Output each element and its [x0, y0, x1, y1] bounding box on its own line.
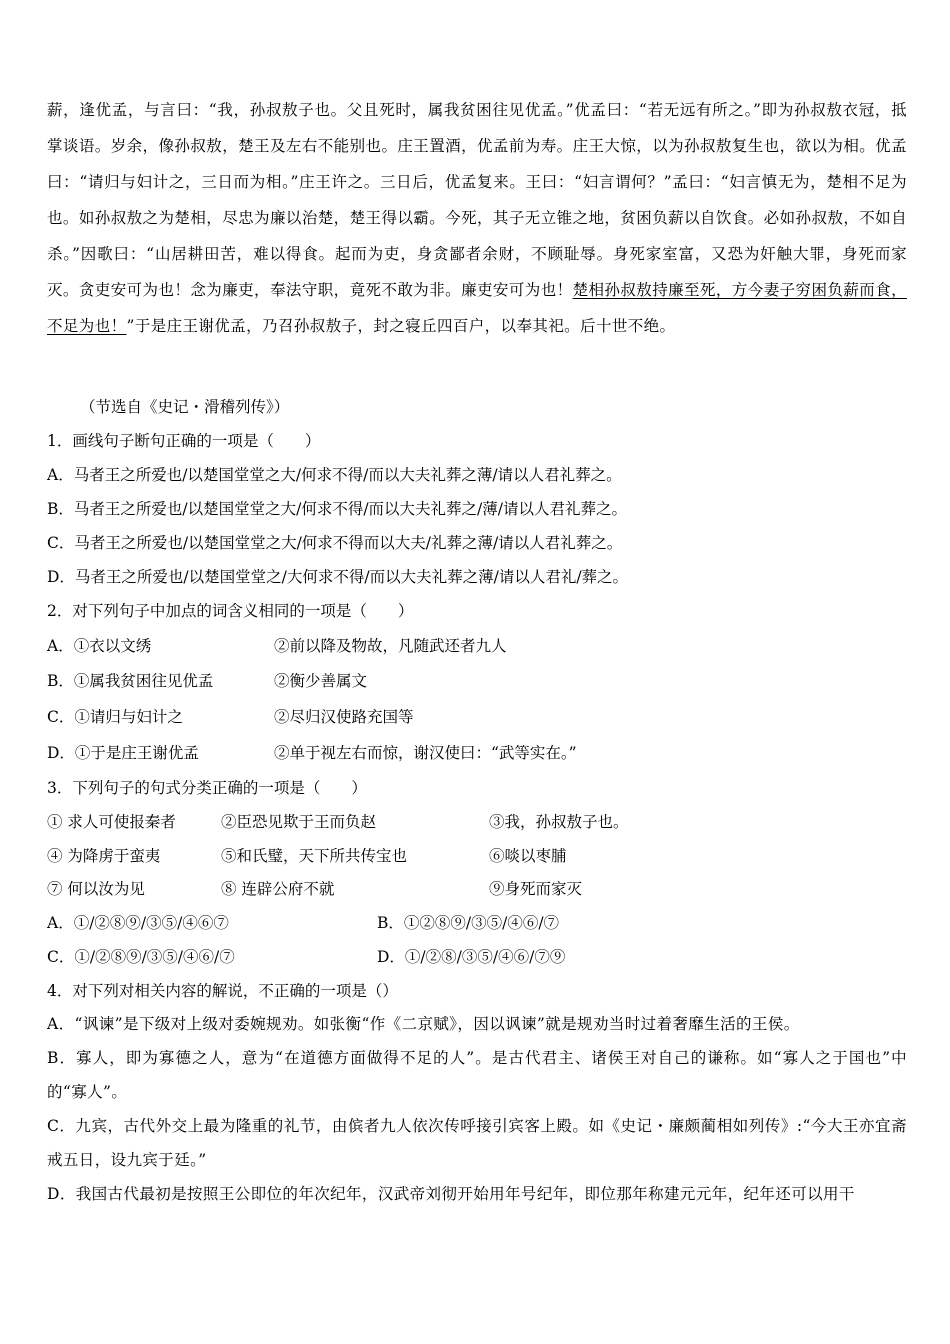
question-3-item-7: ⑦ 何以汝为见	[47, 880, 145, 898]
question-1-option-a: A．马者王之所爱也/以楚国堂堂之大/何求不得/而以大夫礼葬之薄/请以人君礼葬之。	[47, 466, 622, 484]
question-3-item-5: ⑤和氏璧，天下所共传宝也	[221, 847, 408, 865]
passage-text-end: ”于是庄王谢优孟，乃召孙叔敖子，封之寝丘四百户，以奉其祀。后十世不绝。	[126, 317, 676, 335]
question-2-option-d-left: D．①于是庄王谢优孟	[47, 744, 199, 762]
question-3-item-6: ⑥啖以枣脯	[489, 847, 567, 865]
question-2-option-c-left: C．①请归与妇计之	[47, 708, 183, 726]
question-2-option-b-left: B．①属我贫困往见优孟	[47, 672, 214, 690]
question-3-item-2: ②臣恐见欺于王而负赵	[221, 813, 377, 831]
question-1-option-c: C．马者王之所爱也/以楚国堂堂之大/何求不得而以大夫/礼葬之薄/请以人君礼葬之。	[47, 534, 623, 552]
question-3-stem: 3．下列句子的句式分类正确的一项是（ ）	[47, 779, 367, 797]
question-4-option-c: C．九宾，古代外交上最为隆重的礼节，由傧者九人依次传呼接引宾客上殿。如《史记・廉颇蔺相如列传》:“今大王亦宜斋戒五日，设九宾于廷。”	[47, 1117, 907, 1169]
question-3-option-a: A．①/②⑧⑨/③⑤/④⑥⑦	[47, 914, 229, 932]
question-2-option-d-right: ②单于视左右而惊，谢汉使曰：“武等实在。”	[274, 744, 577, 762]
question-3-item-4: ④ 为降虏于蛮夷	[47, 847, 161, 865]
question-3-item-9: ⑨身死而家灭	[489, 880, 583, 898]
question-3-item-3: ③我，孙叔敖子也。	[489, 813, 629, 831]
question-1-option-d: D．马者王之所爱也/以楚国堂堂之/大何求不得/而以大夫礼葬之薄/请以人君礼/葬之。	[47, 568, 629, 586]
question-3-option-d: D．①/②⑧/③⑤/④⑥/⑦⑨	[377, 948, 566, 966]
underlined-sentence: 楚相孙叔敖持廉至死，方今妻子穷困负薪而食，不足为也！	[47, 281, 908, 335]
question-2-option-c-right: ②尽归汉使路充国等	[274, 708, 414, 726]
question-2-stem: 2．对下列句子中加点的词含义相同的一项是（ ）	[47, 602, 414, 620]
question-3-option-b: B．①②⑧⑨/③⑤/④⑥/⑦	[377, 914, 560, 932]
question-3-option-c: C．①/②⑧⑨/③⑤/④⑥/⑦	[47, 948, 235, 966]
source-citation: （节选自《史记・滑稽列传》）	[80, 398, 290, 416]
question-3-item-8: ⑧ 连辟公府不就	[221, 880, 335, 898]
question-2-option-b-right: ②衡少善属文	[274, 672, 368, 690]
question-3-item-1: ① 求人可使报秦者	[47, 813, 176, 831]
question-2-option-a-right: ②前以降及物故，凡随武还者九人	[274, 637, 507, 655]
passage-text: 薪，逢优孟，与言曰：“我，孙叔敖子也。父且死时，属我贫困往见优孟。”优孟曰：“若无远有所之。”即为孙叔敖衣冠，抵掌谈语。岁余，像孙叔敖，楚王及左右不能别也。庄王置酒，优孟前为寿。庄王大惊，以为孙叔敖复生也，欲以为相。优孟曰：“请归与妇计之，三日而为相。”庄王许之。三日后，优孟复来。王曰：“妇言谓何？”孟曰：“妇言慎无为，楚相不足为也。如孙叔敖之为楚相，尽忠为廉以治楚，楚王得以霸。今死，其子无立锥之地，贫困负薪以自饮食。必如孙叔敖，不如自杀。”因歌曰：“山居耕田苦，难以得食。起而为吏，身贪鄙者余财，不顾耻辱。身死家室富，又恐为奸触大罪，身死而家灭。贪吏安可为也！念为廉吏，奉法守职，竟死不敢为非。廉吏安可为也！	[47, 101, 907, 299]
question-1-stem: 1．画线句子断句正确的一项是（ ）	[47, 432, 321, 450]
question-4-option-a: A．“讽谏”是下级对上级对委婉规劝。如张衡“作《二京赋》，因以讽谏”就是规劝当时过着奢靡生活的王侯。	[47, 1015, 800, 1033]
passage-paragraph	[47, 92, 907, 344]
question-4-stem: 4．对下列对相关内容的解说，不正确的一项是（）	[47, 982, 398, 1000]
question-1-option-b: B．马者王之所爱也/以楚国堂堂之大/何求不得/而以大夫礼葬之/薄/请以人君礼葬之。	[47, 500, 628, 518]
question-2-option-a-left: A．①衣以文绣	[47, 637, 152, 655]
question-4-option-b: B．寡人，即为寡德之人，意为“在道德方面做得不足的人”。是古代君主、诸侯王对自己的谦称。如“寡人之于国也”中的“寡人”。	[47, 1049, 907, 1101]
question-4-option-d: D．我国古代最初是按照王公即位的年次纪年，汉武帝刘彻开始用年号纪年，即位那年称建元元年，纪年还可以用干	[47, 1185, 855, 1203]
